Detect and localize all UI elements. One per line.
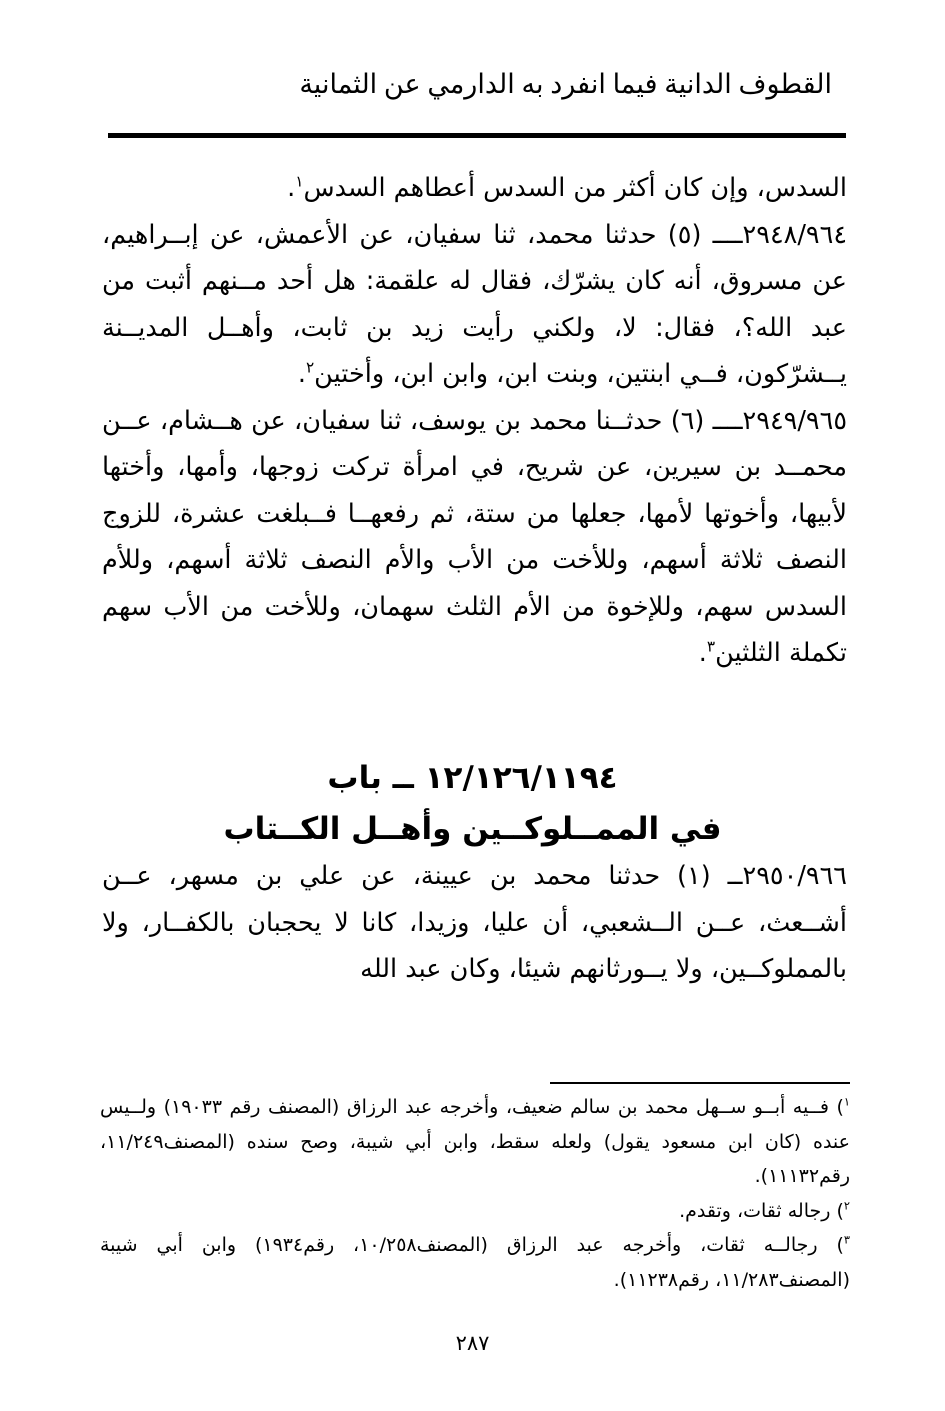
main-text-continued [102, 853, 847, 993]
footnote-ref: ٣ [706, 637, 716, 656]
chapter-heading-title: في الممــلوكــين وأهــل الكــتاب [223, 811, 722, 847]
paragraph-text: السدس، وإن كان أكثر من السدس أعطاهم السدس [303, 173, 847, 203]
footnote-mark: ٣ [843, 1232, 850, 1247]
paragraph-text: ٢٩٤٨/٩٦٤ــــ (٥) حدثنا محمد، ثنا سفيان، عن الأعمش، عن إبــراهيم، عن مسروق، أنه كان يشرّك، فقال له علقمة: هل أحد مــنهم أثبت من عبد الله؟، فقال: لا، ولكني رأيت زيد بن ثابت، وأهــل المديــنة يــشرّكون، فــي ابنتين، وبنت ابن، وابن ابن، وأختين [102, 219, 848, 389]
running-header: القطوف الدانية فيما انفرد به الدارمي عن الثمانية [299, 69, 832, 99]
hadith-paragraph [102, 212, 847, 398]
header-rule [108, 133, 846, 138]
footnote-mark: ١ [843, 1094, 850, 1109]
footnote [100, 1090, 850, 1194]
footnote-mark: ٢ [843, 1198, 850, 1213]
hadith-paragraph: ٢٩٥٠/٩٦٦ــ (١) حدثنا محمد بن عيينة، عن علي بن مسهر، عــن أشــعث، عــن الــشعبي، أن عليا، وزيدا، كانا لا يحجبان بالكفــار، ولا بالمملوكــين، ولا يــورثانهم شيئا، وكان عبد الله [102, 861, 847, 984]
footnote [100, 1194, 850, 1229]
hadith-paragraph [102, 398, 847, 677]
footnote [100, 1228, 850, 1297]
paragraph-text: ٢٩٤٩/٩٦٥ــــ (٦) حدثــنا محمد بن يوسف، ثنا سفيان، عن هــشام، عــن محمــد بن سيرين، عن شريح، في امرأة تركت زوجها، وأمها، وأختها لأبيها، وأخوتها لأمها، جعلها من ستة، ثم رفعهــا فــبلغت عشرة، للزوج النصف ثلاثة أسهم، وللأخت من الأب والأم النصف ثلاثة أسهم، وللأم السدس سهم، وللإخوة من الأم الثلث سهمان، وللأخت من الأب سهم تكملة الثلثين [102, 405, 848, 668]
chapter-heading-number: ١٢/١٢٦/١١٩٤ ــ باب [327, 760, 618, 796]
footnote-text: ) فــيه أبــو ســهل محمد بن سالم ضعيف، وأخرجه عبد الرزاق (المصنف رقم ١٩٠٣٣) ولــيس عنده (كان ابن مسعود يقول) ولعله سقط، وابن أبي شيبة، وصح سنده (المصنف١١/٢٤٩، رقم١١١٣٢). [100, 1096, 850, 1187]
main-text [102, 165, 847, 677]
footnote-ref: ١ [295, 172, 304, 191]
footnotes [100, 1090, 850, 1297]
footnote-text: ) رجالــه ثقات، وأخرجه عبد الرزاق (المصنف١٠/٢٥٨، رقم١٩٣٤) وابن أبي شيبة (المصنف١١/٢٨٣، رقم١١٢٣٨). [100, 1234, 850, 1291]
paragraph-end: . [287, 173, 296, 203]
footnote-ref: ٢ [305, 358, 315, 377]
paragraph-end: . [297, 359, 306, 389]
page-number: ٢٨٧ [455, 1331, 490, 1355]
paragraph-continuation [102, 165, 847, 212]
paragraph-end: . [698, 638, 707, 668]
footnote-rule [550, 1082, 850, 1084]
footnote-text: ) رجاله ثقات، وتقدم. [679, 1199, 844, 1222]
